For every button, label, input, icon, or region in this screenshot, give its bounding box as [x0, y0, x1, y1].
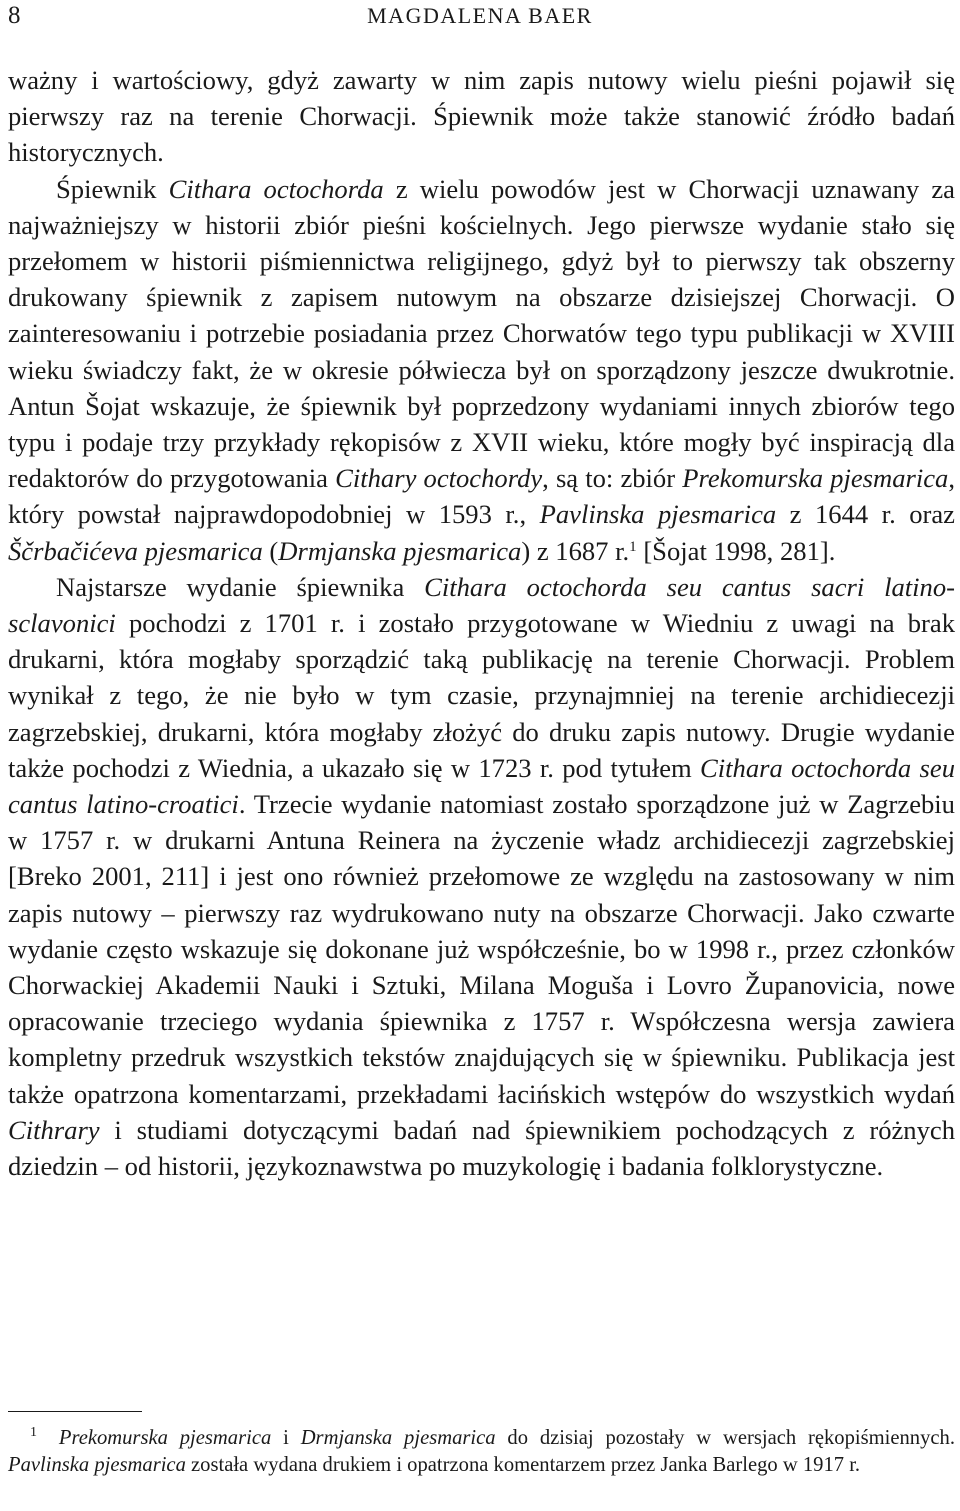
- text-run: , który powstał najprawdopodobniej w 1593 r.,: [8, 463, 955, 530]
- footnote-separator: [8, 1411, 142, 1412]
- text-run: i: [271, 1427, 301, 1449]
- text-run: z wielu powodów jest w Chorwacji uznawany za najważniejszy w historii zbiór pieśni kościelnych. Jego pierwsze wydanie stało się przełomem w historii piśmiennictwa religijnego, gdyż był to pierwszy tak obszerny drukowany śpiewnik z zapisem nutowym na obszarze dzisiejszej Chorwacji. O zainteresowaniu i potrzebie posiadania przez Chorwatów tego typu publikacji w XVIII wieku świadczy fakt, że w okresie półwiecza był on sporządzony jeszcze dwukrotnie. Antun Šojat wskazuje, że śpiewnik był poprzedzony wydaniami innych zbiorów tego typu i podaje trzy przykłady rękopisów z XVII wieku, które mogły być inspiracją dla redaktorów do przygotowania: [8, 173, 955, 494]
- running-head: [8, 0, 952, 32]
- footnote-number: 1: [30, 1425, 37, 1440]
- footnote-reference: 1: [629, 538, 637, 555]
- paragraph: [8, 62, 955, 171]
- italic-text-run: Ščrbačićeva pjesmarica: [8, 535, 263, 566]
- italic-text-run: Cithara octochorda seu cantus latino-croatici: [8, 752, 955, 820]
- text-run: Śpiewnik: [56, 173, 169, 204]
- body-text: [8, 62, 955, 1184]
- text-run: , są to: zbiór: [542, 463, 683, 494]
- text-run: została wydana drukiem i opatrzona komentarzem przez Janka Barlego w 1917 r.: [185, 1454, 861, 1477]
- text-run: do dzisiaj pozostały w wersjach rękopiśmiennych.: [495, 1427, 955, 1449]
- italic-text-run: Drmjanska pjesmarica: [300, 1427, 496, 1449]
- text-run: (: [262, 535, 279, 566]
- italic-text-run: Prekomurska pjesmarica: [682, 463, 949, 494]
- italic-text-run: Cithara octochorda seu cantus sacri latino-sclavonici: [8, 571, 955, 639]
- text-run: ) z 1687 r.: [521, 535, 630, 566]
- italic-text-run: Prekomurska pjesmarica: [58, 1427, 272, 1449]
- italic-text-run: Cithrary: [8, 1114, 100, 1145]
- footnote-paragraph: [8, 1425, 955, 1480]
- footnote: [8, 1425, 955, 1480]
- text-run: z 1644 r. oraz: [776, 499, 955, 530]
- italic-text-run: Cithara octochorda: [168, 173, 384, 204]
- italic-text-run: Pavlinska pjesmarica: [8, 1454, 186, 1477]
- text-run: ważny i wartościowy, gdyż zawarty w nim zapis nutowy wielu pieśni pojawił się pierwszy raz na terenie Chorwacji. Śpiewnik może także stanowić źródło badań historycznych.: [8, 65, 955, 168]
- text-run: [Šojat 1998, 281].: [636, 535, 836, 566]
- paragraph: [8, 171, 955, 569]
- italic-text-run: Pavlinska pjesmarica: [539, 499, 777, 530]
- page-number: 8: [8, 2, 21, 29]
- text-run: . Trzecie wydanie natomiast zostało sporządzone już w Zagrzebiu w 1757 r. w drukarni Antuna Reinera na życzenie władz archidiecezji zagrzebskiej [Breko 2001, 211] i jest ono również przełomowe ze względu na zastosowany w nim zapis nutowy – pierwszy raz wydrukowano nuty na obszarze Chorwacji. Jako czwarte wydanie często wskazuje się dokonane już współcześnie, bo w 1998 r., przez członków Chorwackiej Akademii Nauki i Sztuki, Milana Moguša i Lovro Županovicia, nowe opracowanie trzeciego wydania śpiewnika z 1757 r. Współczesna wersja zawiera kompletny przedruk wszystkich tekstów znajdujących się w śpiewniku. Publikacja jest także opatrzona komentarzami, przekładami łacińskich wstępów do wszystkich wydań: [8, 789, 955, 1109]
- running-head-author: MAGDALENA BAER: [367, 3, 593, 28]
- italic-text-run: Drmjanska pjesmarica: [278, 535, 522, 566]
- text-run: Najstarsze wydanie śpiewnika: [56, 571, 425, 602]
- paragraph: [8, 569, 955, 1184]
- text-run: i studiami dotyczącymi badań nad śpiewnikiem pochodzących z różnych dziedzin – od historii, językoznawstwa po muzykologię i badania folklorystyczne.: [8, 1114, 955, 1182]
- italic-text-run: Cithary octochordy: [335, 463, 543, 494]
- text-run: pochodzi z 1701 r. i zostało przygotowane w Wiedniu z uwagi na brak drukarni, która mogłaby sporządzić taką publikację na terenie Chorwacji. Problem wynikał z tego, że nie było w tym czasie, przynajmniej na terenie archidiecezji zagrzebskiej, drukarni, która mogłaby złożyć do druku zapis nutowy. Drugie wydanie także pochodzi z Wiednia, a ukazało się w 1723 r. pod tytułem: [8, 608, 955, 783]
